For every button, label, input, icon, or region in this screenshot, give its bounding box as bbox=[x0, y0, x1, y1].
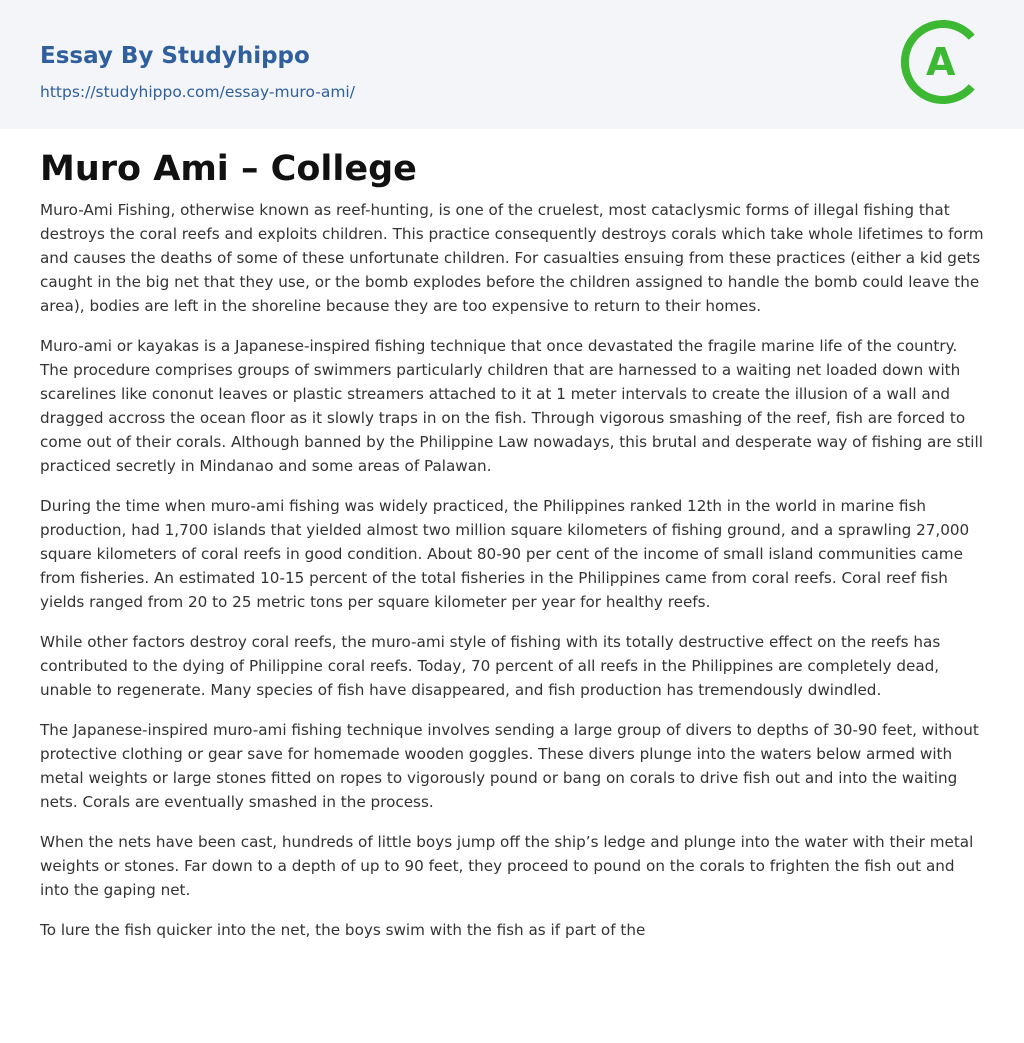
brand-title[interactable]: Essay By Studyhippo bbox=[40, 43, 310, 69]
article bbox=[0, 146, 1024, 942]
paragraph: The Japanese-inspired muro-ami fishing technique involves sending a large group of divers to depths of 30-90 feet, without protective clothing or gear save for homemade wooden goggles. These divers plunge into the waters below armed with metal weights or large stones fitted on ropes to vigorously pound or bang on corals to drive fish out and into the waiting nets. Corals are eventually smashed in the process. bbox=[40, 721, 979, 811]
paragraph: To lure the fish quicker into the net, the boys swim with the fish as if part of the bbox=[40, 921, 646, 939]
paragraph: While other factors destroy coral reefs, the muro-ami style of fishing with its totally destructive effect on the reefs has contributed to the dying of Philippine coral reefs. Today, 70 percent of all reefs in the Philippines are completely dead, unable to regenerate. Many species of fish have disappeared, and fish production has tremendously dwindled. bbox=[40, 633, 941, 699]
paragraph: When the nets have been cast, hundreds of little boys jump off the ship’s ledge and plunge into the water with their metal weights or stones. Far down to a depth of up to 90 feet, they proceed to pound on the corals to frighten the fish out and into the gaping net. bbox=[40, 833, 974, 899]
paragraph: During the time when muro-ami fishing was widely practiced, the Philippines ranked 12th in the world in marine fish production, had 1,700 islands that yielded almost two million square kilometers of fishing ground, and a sprawling 27,000 square kilometers of coral reefs in good condition. About 80-90 per cent of the income of small island communities came from fisheries. An estimated 10-15 percent of the total fisheries in the Philippines came from coral reefs. Coral reef fish yields ranged from 20 to 25 metric tons per square kilometer per year for healthy reefs. bbox=[40, 497, 970, 611]
paragraph: Muro-Ami Fishing, otherwise known as reef-hunting, is one of the cruelest, most cataclysmic forms of illegal fishing that destroys the coral reefs and exploits children. This practice consequently destroys corals which take whole lifetimes to form and causes the deaths of some of these unfortunate children. For casualties ensuing from these practices (either a kid gets caught in the big net that they use, or the bomb explodes before the children assigned to handle the bomb could leave the area), bodies are left in the shoreline because they are too expensive to return to their homes. bbox=[40, 201, 984, 315]
logo-letter: A bbox=[926, 40, 956, 84]
site-header bbox=[0, 0, 1024, 129]
essay-url-link[interactable]: https://studyhippo.com/essay-muro-ami/ bbox=[40, 83, 355, 101]
paragraph: Muro-ami or kayakas is a Japanese-inspired fishing technique that once devastated the fragile marine life of the country. The procedure comprises groups of swimmers particularly children that are harnessed to a waiting net loaded down with scarelines like cononut leaves or plastic streamers attached to it at 1 meter intervals to create the illusion of a wall and dragged accross the ocean floor as it slowly traps in on the fish. Through vigorous smashing of the reef, fish are forced to come out of their corals. Although banned by the Philippine Law nowadays, this brutal and desperate way of fishing are still practiced secretly in Mindanao and some areas of Palawan. bbox=[40, 337, 983, 475]
studyhippo-logo[interactable] bbox=[900, 20, 984, 104]
page-title: Muro Ami – College bbox=[40, 149, 417, 189]
